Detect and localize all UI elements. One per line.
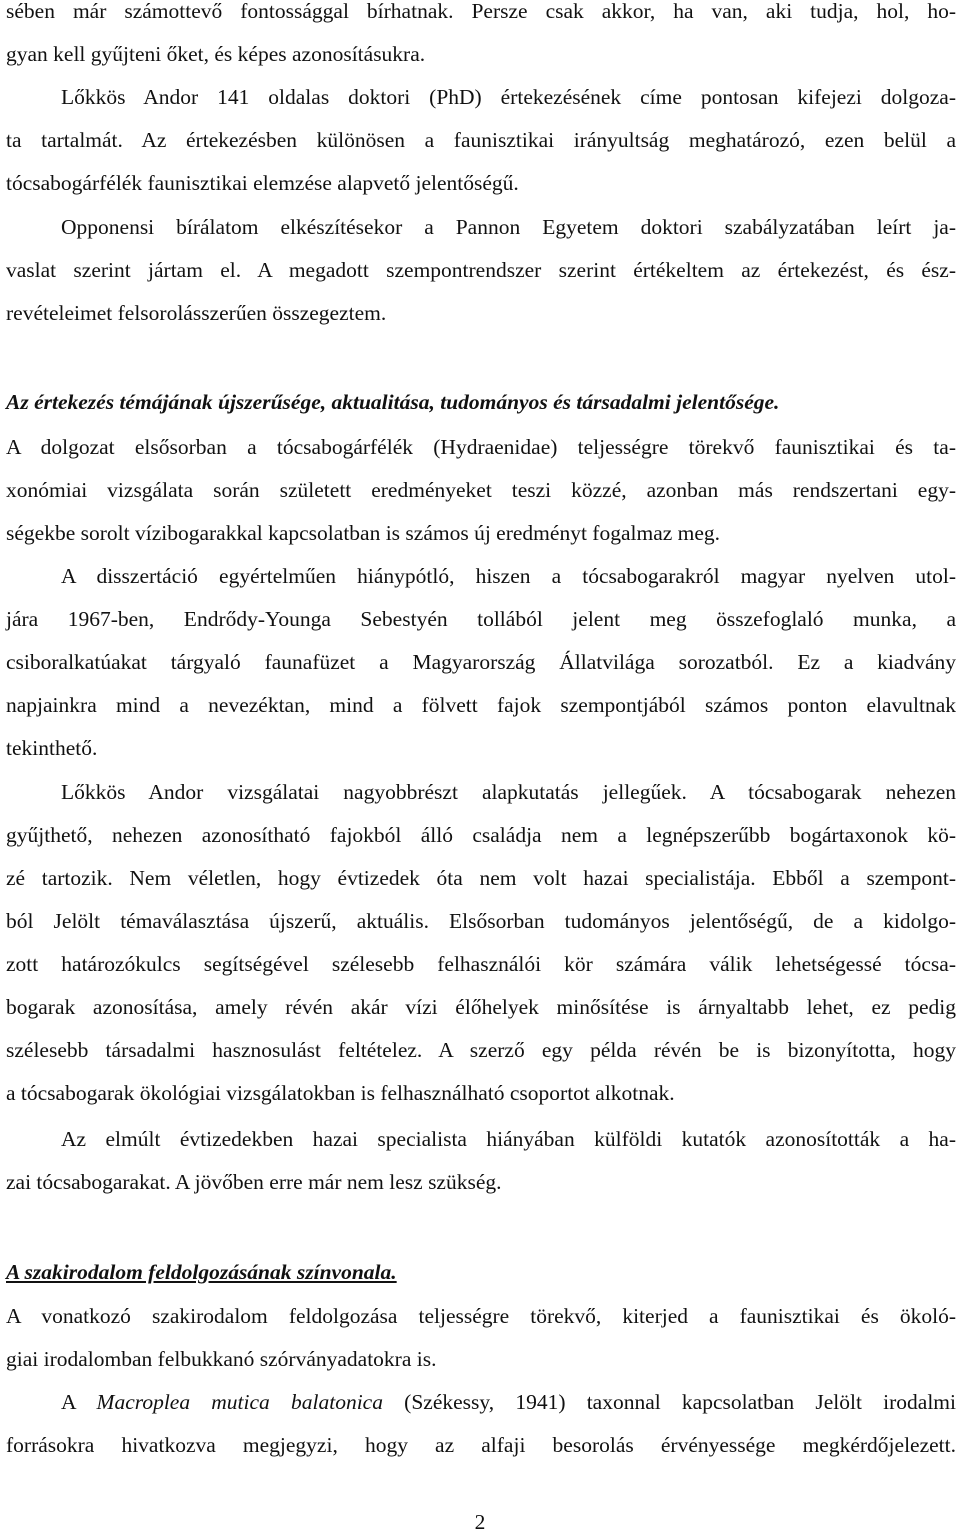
text-line: A vonatkozó szakirodalom feldolgozása teljességre törekvő, kiterjed a faunisztikai és ökoló- — [6, 1304, 956, 1328]
text-line: xonómiai vizsgálata során született eredményeket teszi közzé, azonban más rendszertani egy- — [6, 478, 956, 502]
text-line: bogarak azonosítása, amely révén akár vízi élőhelyek minősítése is árnyaltabb lehet, ez pedig — [6, 995, 956, 1019]
paragraph-2 — [6, 76, 956, 205]
paragraph-5 — [6, 555, 956, 770]
text-line: ta tartalmát. Az értekezésben különösen a faunisztikai irányultság meghatározó, ezen belül a — [6, 128, 956, 152]
paragraph-6 — [6, 771, 956, 1115]
text-line: jára 1967-ben, Endrődy-Younga Sebestyén tollából jelent meg összefoglaló munka, a — [6, 607, 956, 631]
paragraph-1 — [6, 0, 956, 76]
section-heading: A szakirodalom feldolgozásának színvonala. — [6, 1260, 397, 1284]
text-line: ségekbe sorolt vízibogarakkal kapcsolatban is számos új eredményt fogalmaz meg. — [6, 521, 721, 545]
text-line: zai tócsabogarakat. A jövőben erre már nem lesz szükség. — [6, 1170, 502, 1194]
text-line: tócsabogárfélék faunisztikai elemzése alapvető jelentőségű. — [6, 171, 519, 195]
section-heading-topic — [6, 381, 956, 424]
page-number: 2 — [474, 1510, 486, 1534]
text-line: gyan kell gyűjteni őket, és képes azonosításukra. — [6, 42, 426, 66]
paragraph-3 — [6, 206, 956, 335]
text-line: tekinthető. — [6, 736, 98, 760]
section-heading-literature — [6, 1251, 956, 1294]
text-line: Opponensi bírálatom elkészítésekor a Pannon Egyetem doktori szabályzatában leírt ja- — [61, 215, 956, 239]
text-line: Az elmúlt évtizedekben hazai specialista hiányában külföldi kutatók azonosították a ha- — [61, 1127, 956, 1151]
text-line: revételeimet felsorolásszerűen összegeztem. — [6, 301, 387, 325]
text-run: A — [61, 1390, 97, 1414]
text-line: gyűjthető, nehezen azonosítható fajokból álló családja nem a legnépszerűbb bogártaxonok kö- — [6, 823, 956, 847]
taxon-name: Macroplea mutica balatonica — [96, 1390, 383, 1414]
text-line: ból Jelölt témaválasztása újszerű, aktuális. Elsősorban tudományos jelentőségű, de a kidolgo- — [6, 909, 956, 933]
text-line: szélesebb társadalmi hasznosulást feltételez. A szerző egy példa révén be is bizonyította, hogy — [6, 1038, 956, 1062]
text-line: a tócsabogarak ökológiai vizsgálatokban is felhasználható csoportot alkotnak. — [6, 1081, 675, 1105]
paragraph-4 — [6, 426, 956, 555]
text-line: forrásokra hivatkozva megjegyzi, hogy az alfaji besorolás érvényessége megkérdőjelezett. — [6, 1433, 956, 1457]
text-line: sében már számottevő fontossággal bírhatnak. Persze csak akkor, ha van, aki tudja, hol, ho- — [6, 0, 956, 23]
section-heading: Az értekezés témájának újszerűsége, aktualitása, tudományos és társadalmi jelentősége. — [6, 390, 780, 414]
text-line: zott határozókulcs segítségével szélesebb felhasználói kör számára válik lehetségessé tócsa- — [6, 952, 956, 976]
text-run: (Székessy, 1941) taxonnal kapcsolatban Jelölt irodalmi — [382, 1390, 956, 1414]
text-line — [6, 1381, 956, 1424]
text-line: Lőkkös Andor 141 oldalas doktori (PhD) értekezésének címe pontosan kifejezi dolgoza- — [61, 85, 956, 109]
paragraph-9 — [6, 1381, 956, 1467]
text-line: csiboralkatúakat tárgyaló faunafüzet a Magyarország Állatvilága sorozatból. Ez a kiadvány — [6, 650, 956, 674]
text-line: A dolgozat elsősorban a tócsabogárfélék (Hydraenidae) teljességre törekvő faunisztikai és ta- — [6, 435, 956, 459]
text-line: Lőkkös Andor vizsgálatai nagyobbrészt alapkutatás jellegűek. A tócsabogarak nehezen — [61, 780, 956, 804]
paragraph-8 — [6, 1295, 956, 1381]
paragraph-7 — [6, 1118, 956, 1204]
text-line: A disszertáció egyértelműen hiánypótló, hiszen a tócsabogarakról magyar nyelven utol- — [61, 564, 956, 588]
text-line: zé tartozik. Nem véletlen, hogy évtizedek óta nem volt hazai specialistája. Ebből a szempont- — [6, 866, 956, 890]
text-line: giai irodalomban felbukkanó szórványadatokra is. — [6, 1347, 437, 1371]
text-line: vaslat szerint jártam el. A megadott szempontrendszer szerint értékeltem az értekezést, és ész- — [6, 258, 956, 282]
text-line: napjainkra mind a nevezéktan, mind a fölvett fajok szempontjából számos ponton elavultnak — [6, 693, 956, 717]
